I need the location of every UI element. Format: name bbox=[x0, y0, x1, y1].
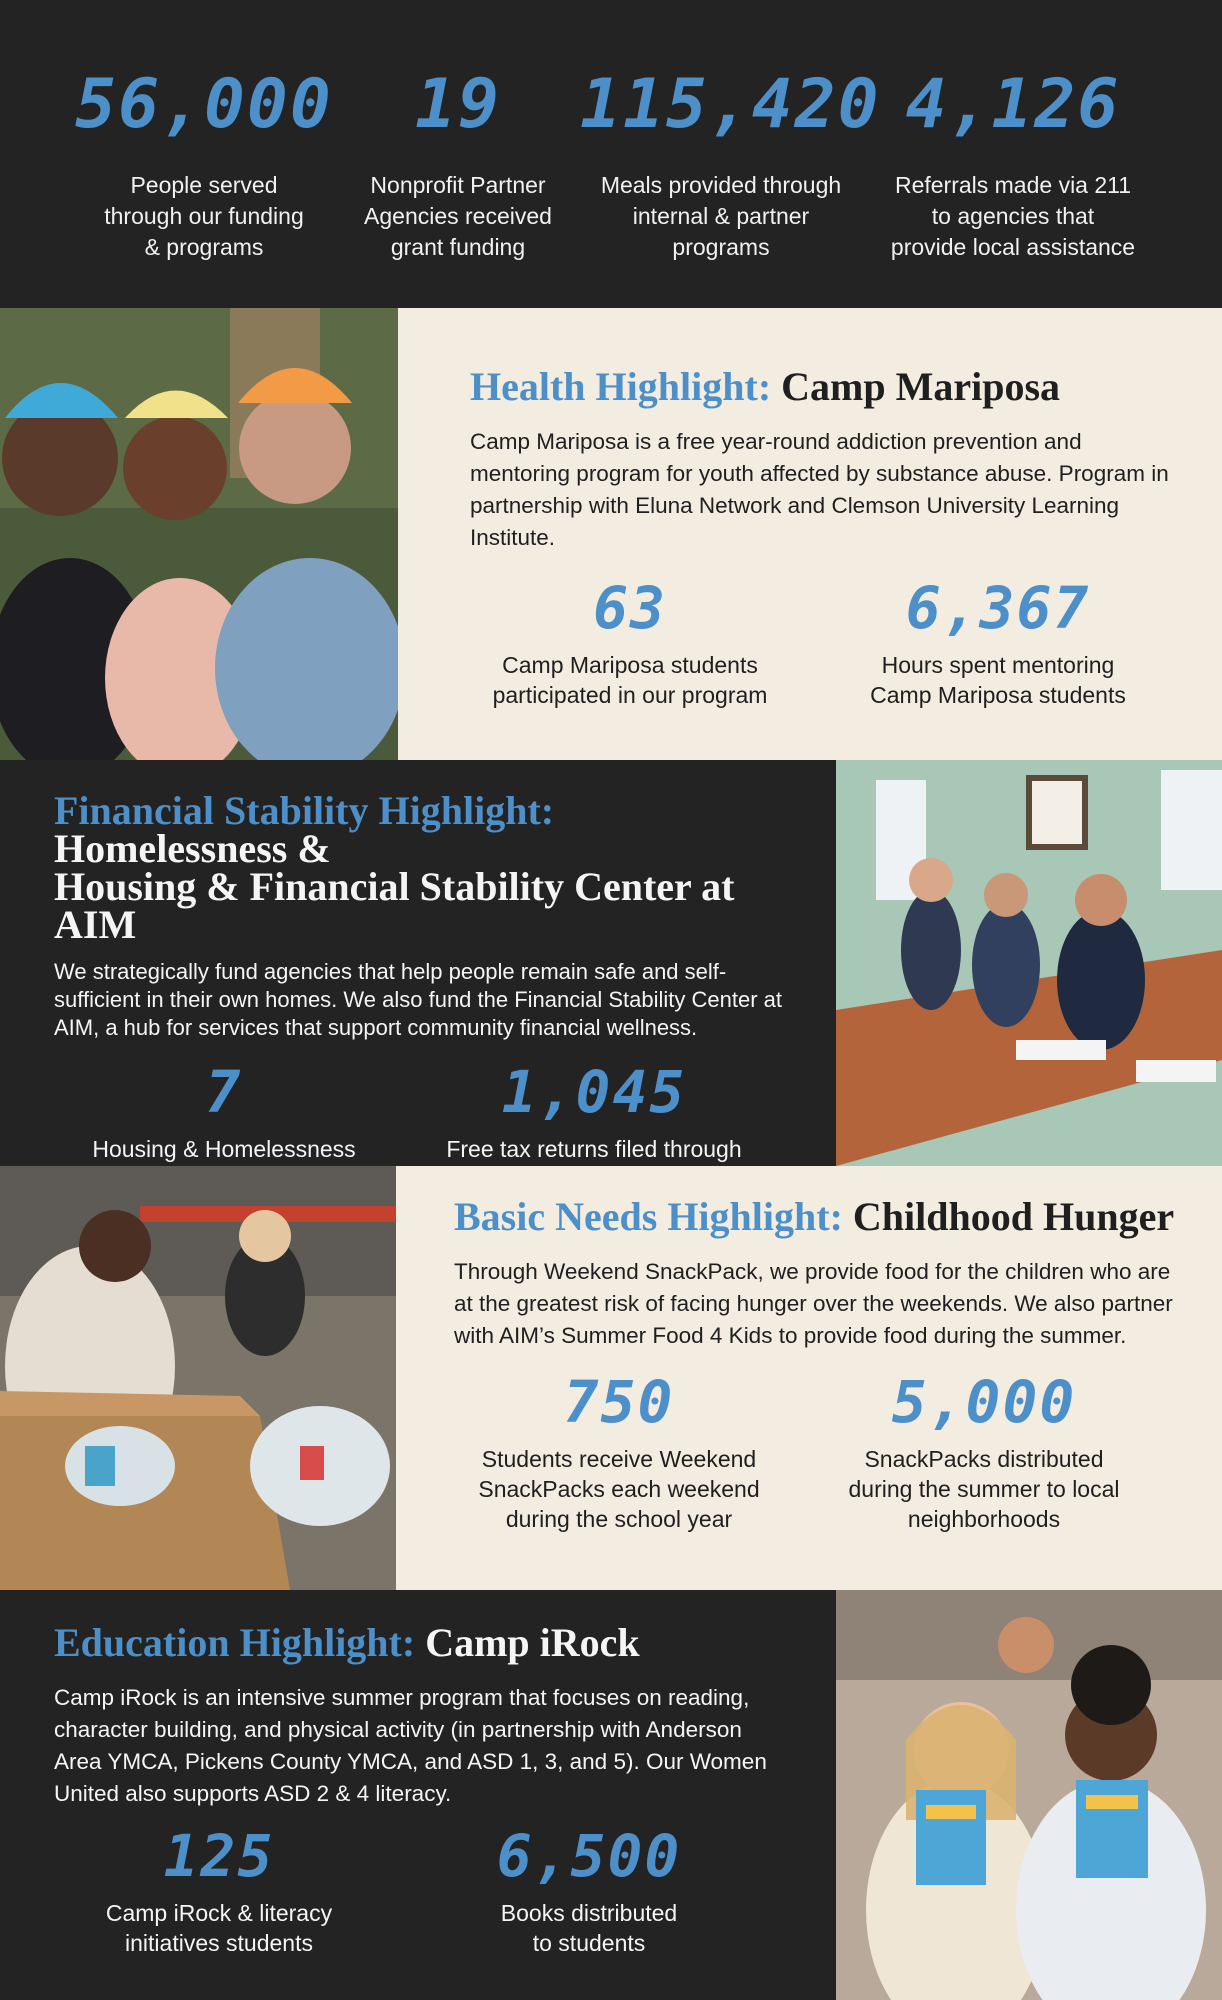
stat-value: 63 bbox=[593, 574, 667, 642]
financial-highlight-section bbox=[0, 760, 1222, 1166]
section-category: Education Highlight: bbox=[54, 1620, 416, 1665]
stat-value: 19 bbox=[415, 65, 501, 144]
section-stats bbox=[470, 572, 1170, 722]
stat-label: Housing & Homelessness bbox=[92, 1136, 356, 1162]
section-description: Camp Mariposa is a free year-round addiction prevention and mentoring program for youth affected by substance abuse. Program in partnership with Eluna Network and Clemson University Learning Institute. bbox=[470, 429, 1169, 550]
stat-value: 750 bbox=[563, 1368, 675, 1436]
section-description: Through Weekend SnackPack, we provide food for the children who are at the greatest risk of facing hunger over the weekends. We also partner with AIM’s Summer Food 4 Kids to provide food during the summer. bbox=[454, 1259, 1173, 1348]
section-title-line1: Homelessness & bbox=[54, 826, 331, 871]
stat-label: Free tax returns filed through bbox=[446, 1136, 742, 1162]
camp-irock-readers-photo bbox=[836, 1590, 1222, 2000]
section-description: Camp iRock is an intensive summer program that focuses on reading, character building, and physical activity (in partnership with Anderson Area YMCA, Pickens County YMCA, and ASD 1, 3, and 5). Our Women United also supports ASD 2 & 4 literacy. bbox=[54, 1685, 767, 1806]
stat-label: Meals provided through internal & partner programs bbox=[600, 172, 842, 260]
stat-books-distributed bbox=[424, 1820, 754, 1958]
section-stats bbox=[54, 1056, 794, 1176]
financial-panel bbox=[0, 760, 836, 1166]
camp-mariposa-photo bbox=[0, 308, 398, 760]
stat-label: Students receive Weekend SnackPacks each weekend during the school year bbox=[478, 1446, 760, 1532]
stat-label: Hours spent mentoring Camp Mariposa students bbox=[870, 652, 1126, 708]
health-panel bbox=[398, 308, 1222, 760]
stat-mariposa-students bbox=[470, 572, 790, 710]
stat-label: Camp iRock & literacy initiatives students bbox=[105, 1900, 333, 1956]
stat-value: 6,500 bbox=[496, 1822, 682, 1890]
section-stats bbox=[454, 1366, 1194, 1532]
education-highlight-section bbox=[0, 1590, 1222, 2000]
section-stats bbox=[54, 1820, 774, 1970]
stat-value: 6,367 bbox=[905, 574, 1091, 642]
stat-irock-students bbox=[54, 1820, 384, 1958]
section-heading bbox=[470, 364, 1170, 409]
section-title: Camp Mariposa bbox=[781, 364, 1061, 409]
section-title-line2: Housing & Financial Stability Center at AIM bbox=[54, 864, 735, 947]
section-heading bbox=[454, 1194, 1194, 1239]
stat-value: 125 bbox=[163, 1822, 275, 1890]
section-category: Financial Stability Highlight: bbox=[54, 788, 555, 833]
stat-value: 5,000 bbox=[891, 1368, 1077, 1436]
education-panel bbox=[0, 1590, 836, 2000]
section-category: Basic Needs Highlight: bbox=[454, 1194, 843, 1239]
basic-needs-panel bbox=[396, 1166, 1222, 1590]
stat-value: 7 bbox=[205, 1058, 243, 1126]
section-description: We strategically fund agencies that help people remain safe and self-sufficient in their own homes. We also fund the Financial Stability Center at AIM, a hub for services that support community financial wellness. bbox=[54, 959, 783, 1040]
health-highlight-section bbox=[0, 308, 1222, 760]
stat-referrals bbox=[868, 62, 1158, 263]
stat-label: Nonprofit Partner Agencies received grant funding bbox=[364, 172, 552, 260]
stat-value: 1,045 bbox=[501, 1058, 687, 1126]
stat-label: SnackPacks distributed during the summer to local neighborhoods bbox=[848, 1446, 1120, 1532]
section-heading bbox=[54, 788, 794, 947]
stat-people-served bbox=[74, 62, 334, 263]
stat-weekend-students bbox=[454, 1366, 784, 1534]
stat-meals-provided bbox=[580, 62, 881, 263]
stat-value: 115,420 bbox=[580, 65, 881, 144]
stat-value: 56,000 bbox=[75, 65, 333, 144]
stat-label: People served through our funding & programs bbox=[104, 172, 304, 260]
section-category: Health Highlight: bbox=[470, 364, 772, 409]
section-heading bbox=[54, 1620, 774, 1665]
section-title: Childhood Hunger bbox=[852, 1194, 1175, 1239]
stat-label: Referrals made via 211 to agencies that provide local assistance bbox=[890, 172, 1136, 260]
stat-label: Camp Mariposa students participated in our program bbox=[492, 652, 768, 708]
stat-mentoring-hours bbox=[838, 572, 1158, 710]
top-stats-band bbox=[0, 0, 1222, 308]
stat-label: Books distributed to students bbox=[500, 1900, 678, 1956]
financial-center-photo bbox=[836, 760, 1222, 1166]
section-title: Camp iRock bbox=[425, 1620, 640, 1665]
stat-value: 4,126 bbox=[905, 65, 1121, 144]
snackpack-packing-photo bbox=[0, 1166, 396, 1590]
stat-summer-snackpacks bbox=[814, 1366, 1154, 1534]
stat-partner-agencies bbox=[340, 62, 576, 263]
basic-needs-highlight-section bbox=[0, 1166, 1222, 1590]
